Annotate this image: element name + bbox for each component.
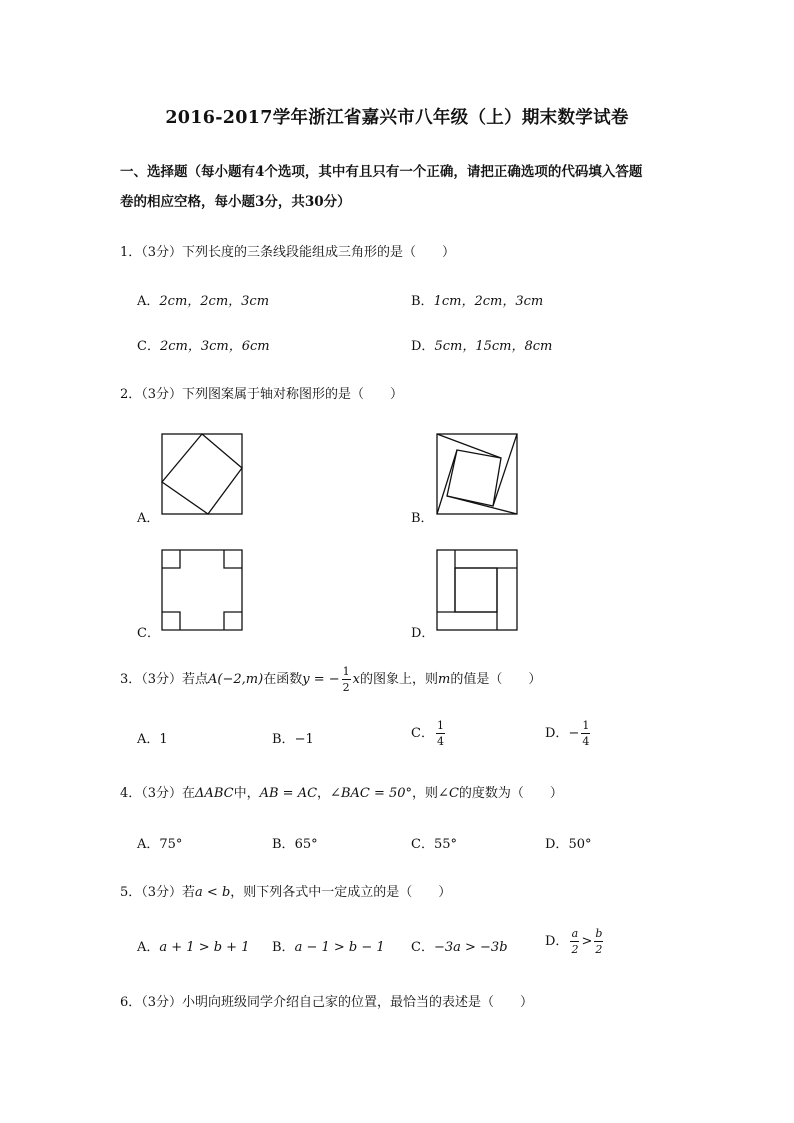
q4-option-c[interactable] <box>411 833 457 852</box>
q4-eq1: AB = AC <box>259 786 318 801</box>
option-text: 1cm，2cm，3cm <box>433 294 544 309</box>
question-1-text: 1．（3分）下列长度的三条线段能组成三角形的是（ ） <box>120 245 456 260</box>
question-5-text <box>120 881 451 900</box>
q3-point: A(−2,m) <box>208 672 264 687</box>
q1-option-c[interactable] <box>137 335 270 354</box>
option-label: C． <box>411 726 434 741</box>
section-header-line1: 一、选择题（每小题有4个选项，其中有且只有一个正确，请把正确选项的代码填入答题 <box>120 164 643 180</box>
option-label: B． <box>272 837 295 852</box>
option-operator: > <box>581 934 593 949</box>
q4-eq2: ∠BAC = 50° <box>330 786 413 801</box>
q4-mid: 中， <box>233 786 260 801</box>
q4-option-b[interactable] <box>272 833 318 852</box>
option-text: 1 <box>159 732 168 747</box>
option-label: B． <box>272 940 295 955</box>
exam-title: 2016-2017学年浙江省嘉兴市八年级（上）期末数学试卷 <box>165 108 629 128</box>
q4-option-d[interactable] <box>545 833 591 852</box>
q5-suffix: ，则下列各式中一定成立的是（ ） <box>230 885 452 900</box>
option-text: a − 1 > b − 1 <box>294 940 385 955</box>
option-label: A． <box>137 294 160 309</box>
q3-func-var: x <box>352 672 360 687</box>
q2-figure-d[interactable] <box>435 548 519 632</box>
q2-figure-a[interactable] <box>160 432 244 516</box>
q5-option-c[interactable] <box>411 936 508 955</box>
option-text: 65° <box>294 837 318 852</box>
q1-option-a[interactable] <box>137 290 269 309</box>
option-label: A． <box>137 732 160 747</box>
option-label: B． <box>272 732 295 747</box>
q3-func-lhs: y = − <box>302 672 340 687</box>
option-label: D． <box>545 837 569 852</box>
q2-option-b-label[interactable]: B． <box>411 511 434 526</box>
option-text: a + 1 > b + 1 <box>159 940 250 955</box>
q3-func-num: 1 <box>342 665 350 678</box>
option-fraction <box>581 720 590 747</box>
option-fraction <box>436 720 445 747</box>
option-fraction-left <box>570 928 579 955</box>
q3-mid: 在函数 <box>263 672 303 687</box>
option-label: A． <box>137 837 160 852</box>
q2-figure-c[interactable] <box>160 548 244 632</box>
fraction-num: b <box>595 927 603 940</box>
q3-option-c[interactable] <box>411 720 447 747</box>
q4-prefix: 4．（3分）在 <box>120 786 196 801</box>
question-2-text: 2．（3分）下列图案属于轴对称图形的是（ ） <box>120 387 404 402</box>
q5-condition: a < b <box>195 885 231 900</box>
option-text: 55° <box>433 837 457 852</box>
option-label: D． <box>411 339 435 354</box>
option-text: 2cm，3cm，6cm <box>159 339 270 354</box>
fraction-num: a <box>571 927 579 940</box>
q2-figure-b[interactable] <box>435 432 519 516</box>
q3-prefix: 3．（3分）若点 <box>120 672 209 687</box>
q3-var: m <box>437 672 451 687</box>
option-label: C． <box>137 339 160 354</box>
q5-prefix: 5．（3分）若 <box>120 885 196 900</box>
option-label: C． <box>411 837 434 852</box>
q5-option-a[interactable] <box>137 936 249 955</box>
question-6-text: 6．（3分）小明向班级同学介绍自己家的位置，最恰当的表述是（ ） <box>120 995 534 1010</box>
fraction-den: 2 <box>571 943 579 956</box>
q2-option-c-label[interactable]: C． <box>137 626 160 641</box>
q4-sep: ， <box>317 786 331 801</box>
option-label: D． <box>545 726 569 741</box>
q4-suffix: 的度数为（ ） <box>458 786 563 801</box>
option-label: B． <box>411 294 434 309</box>
fraction-num: 1 <box>582 719 590 732</box>
fraction-den: 2 <box>595 943 603 956</box>
question-3-text <box>120 666 541 693</box>
option-fraction-right <box>594 928 603 955</box>
q3-func-fraction <box>342 666 351 693</box>
option-label: A． <box>137 940 160 955</box>
q1-option-d[interactable] <box>411 335 552 354</box>
option-text: −1 <box>294 732 314 747</box>
option-sign: − <box>568 726 580 741</box>
fraction-den: 4 <box>436 735 444 748</box>
q2-option-d-label[interactable]: D． <box>411 626 435 641</box>
fraction-num: 1 <box>436 719 444 732</box>
fraction-den: 4 <box>582 735 590 748</box>
q3-option-a[interactable] <box>137 728 168 747</box>
question-4-text <box>120 782 563 801</box>
q3-suffix-a: 的图象上，则 <box>359 672 438 687</box>
option-text: 75° <box>159 837 183 852</box>
q4-angle: ∠C <box>438 786 459 801</box>
q2-option-a-label[interactable]: A． <box>137 511 160 526</box>
option-text: 50° <box>568 837 592 852</box>
q3-suffix-b: 的值是（ ） <box>450 672 542 687</box>
q4-triangle: ΔABC <box>195 786 234 801</box>
option-label: C． <box>411 940 434 955</box>
q3-option-b[interactable] <box>272 728 314 747</box>
q1-option-b[interactable] <box>411 290 543 309</box>
option-label: D． <box>545 934 569 949</box>
q5-option-b[interactable] <box>272 936 385 955</box>
q4-mid2: ，则 <box>412 786 439 801</box>
q4-option-a[interactable] <box>137 833 182 852</box>
option-text: 5cm，15cm，8cm <box>434 339 553 354</box>
q5-option-d[interactable] <box>545 928 605 955</box>
q3-func-den: 2 <box>342 681 350 694</box>
option-text: −3a > −3b <box>433 940 508 955</box>
section-header-line2: 卷的相应空格，每小题3分，共30分） <box>120 194 351 210</box>
q3-option-d[interactable] <box>545 720 592 747</box>
option-text: 2cm，2cm，3cm <box>159 294 270 309</box>
